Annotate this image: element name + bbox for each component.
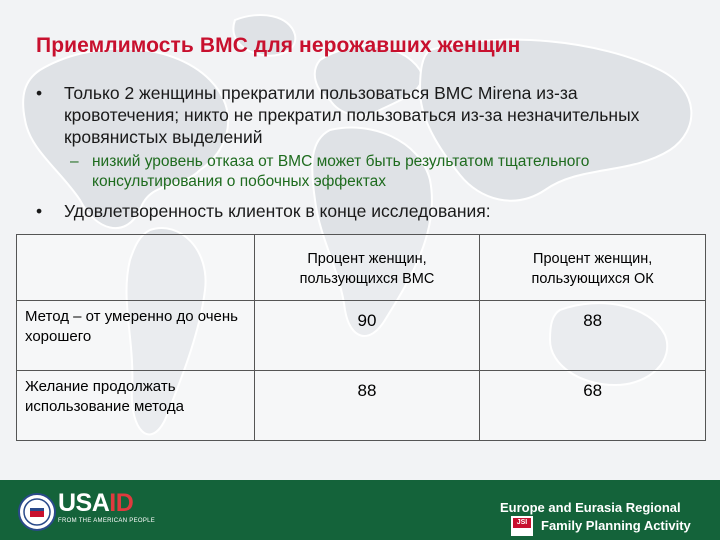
table-header-oc: Процент женщин, пользующихся ОК [480,235,706,301]
bullet-marker: • [36,83,43,103]
table-header-iud: Процент женщин, пользующихся ВМС [254,235,480,301]
bullet-text: Только 2 женщины прекратили пользоваться ВМС Mirena из-за кровотечения; никто не прекратил пользоваться из-за незначительных кровянистых выделений [64,83,640,147]
usaid-logo [58,489,133,518]
org-name-line2: Family Planning Activity [541,518,691,533]
row-label: Метод – от умеренно до очень хорошего [17,301,255,371]
table-row [17,371,706,441]
iud-value: 90 [254,301,480,371]
oc-value: 88 [480,301,706,371]
jsi-logo-text: JSI [513,518,531,528]
usaid-tagline: FROM THE AMERICAN PEOPLE [58,518,156,524]
slide-title: Приемлимость ВМС для нерожавших женщин [36,34,521,57]
bullet-discontinuation [36,82,676,148]
jsi-logo-icon [511,516,533,536]
table-row [17,301,706,371]
oc-value: 68 [480,371,706,441]
usaid-logo-main: USA [58,489,110,517]
bullet-marker: • [36,201,43,221]
org-name-line1: Europe and Eurasia Regional [500,500,681,515]
row-label: Желание продолжать использование метода [17,371,255,441]
table-header-empty [17,235,255,301]
sub-bullet-counseling [64,152,672,192]
bullet-satisfaction [36,200,676,222]
satisfaction-table [16,234,706,441]
bullet-text: Удовлетворенность клиенток в конце исследования: [64,201,491,221]
table-header-row [17,235,706,301]
sub-bullet-marker: – [70,153,79,170]
usaid-seal-icon [18,493,56,531]
usaid-logo-accent: ID [109,489,134,517]
sub-bullet-text: низкий уровень отказа от ВМС может быть результатом тщательного консультирования о побочных эффектах [92,153,590,190]
iud-value: 88 [254,371,480,441]
